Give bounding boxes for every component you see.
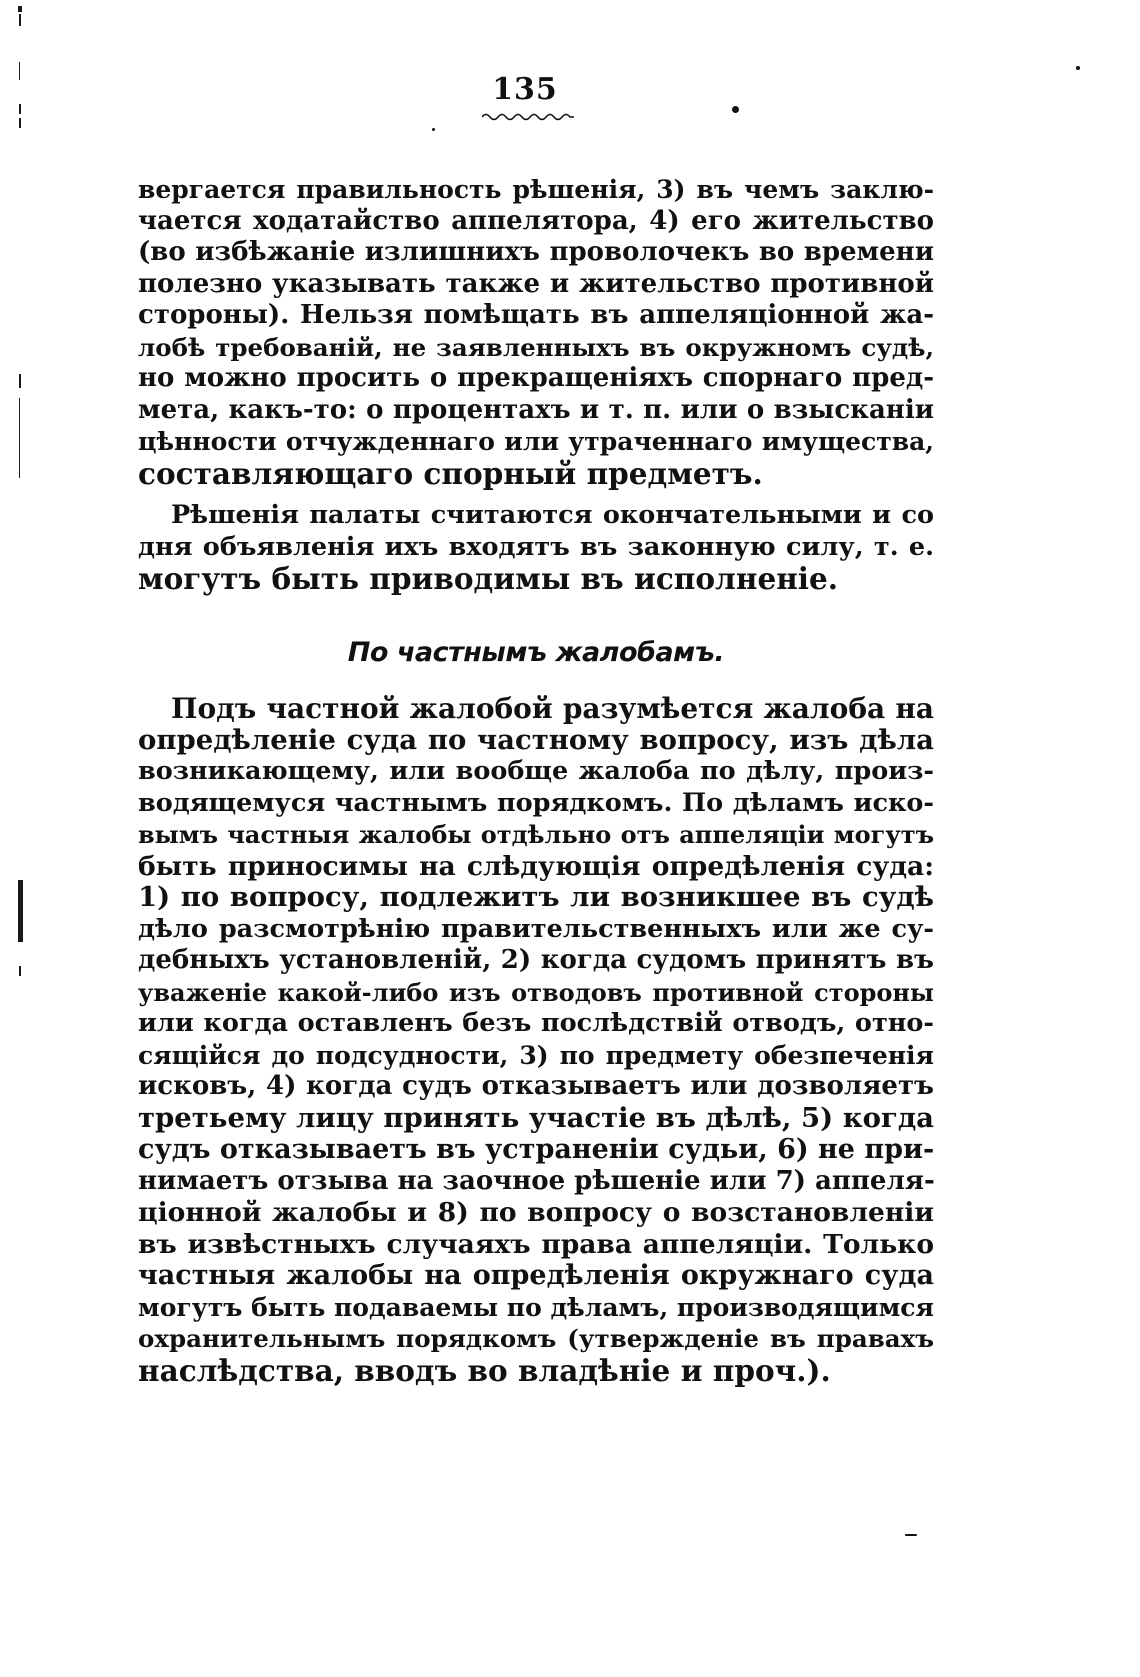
- scan-margin-mark: [18, 880, 23, 942]
- text-line: Подъ частной жалобой разумѣется жалоба на: [171, 692, 934, 725]
- paragraph-private-complaints: [138, 693, 934, 1386]
- text-line: сящійся до подсудности, 3) по предмету обезпеченія: [138, 1040, 934, 1070]
- scan-speck: [432, 128, 435, 131]
- text-line: наслѣдства, вводъ во владѣніе и проч.).: [138, 1352, 831, 1388]
- text-line: могутъ быть подаваемы по дѣламъ, производящимся: [138, 1292, 934, 1322]
- text-line: составляющаго спорный предметъ.: [138, 455, 763, 491]
- paragraph-continuation: [138, 174, 934, 489]
- text-line: быть приносимы на слѣдующія опредѣленія суда:: [138, 850, 934, 882]
- text-line: ціонной жалобы и 8) по вопросу о возстановленіи: [138, 1197, 934, 1228]
- text-line: частныя жалобы на опредѣленія окружнаго суда: [138, 1260, 934, 1291]
- text-line: вергается правильность рѣшенія, 3) въ чемъ заклю-: [138, 175, 934, 204]
- scan-speck: [905, 1534, 917, 1536]
- scan-margin-mark: [19, 14, 21, 26]
- scan-margin-mark: [19, 398, 20, 478]
- text-line: могутъ быть приводимы въ исполненіе.: [138, 561, 839, 596]
- section-heading: По частнымъ жалобамъ.: [347, 637, 725, 668]
- text-line: 1) по вопросу, подлежитъ ли возникшее въ судѣ: [138, 881, 934, 913]
- text-line: или когда оставленъ безъ послѣдствій отводъ, отно-: [138, 1008, 934, 1038]
- text-line: исковъ, 4) когда судъ отказываетъ или дозволяетъ: [138, 1071, 934, 1101]
- text-line: водящемуся частнымъ порядкомъ. По дѣламъ иско-: [138, 787, 934, 818]
- scan-margin-mark: [19, 104, 21, 114]
- text-line: дня объявленія ихъ входятъ въ законную силу, т. е.: [138, 531, 934, 562]
- text-line: (во избѣжаніе излишнихъ проволочекъ во времени: [138, 237, 934, 267]
- text-line: возникающему, или вообще жалоба по дѣлу, произ-: [138, 756, 934, 786]
- text-line: охранительнымъ порядкомъ (утвержденіе въ правахъ: [138, 1324, 934, 1353]
- text-line: третьему лицу принять участіе въ дѣлѣ, 5) когда: [138, 1101, 934, 1134]
- scan-speck: [732, 106, 739, 113]
- paragraph-decisions: [138, 500, 934, 595]
- text-line: въ извѣстныхъ случаяхъ права аппеляціи. Только: [138, 1228, 934, 1260]
- text-line: лобѣ требованій, не заявленныхъ въ окружномъ судѣ,: [138, 332, 934, 362]
- page-number-ornament: [482, 112, 574, 122]
- text-line: дѣло разсмотрѣнію правительственныхъ или же су-: [138, 913, 934, 944]
- text-line: цѣнности отчужденнаго или утраченнаго имущества,: [138, 427, 934, 456]
- scan-margin-mark: [19, 966, 21, 976]
- text-line: дебныхъ установленій, 2) когда судомъ принятъ въ: [138, 945, 934, 975]
- scan-margin-mark: [19, 374, 21, 388]
- text-line: полезно указывать также и жительство противной: [138, 268, 934, 299]
- text-line: но можно просить о прекращеніяхъ спорнаго пред-: [138, 363, 934, 393]
- text-line: опредѣленіе суда по частному вопросу, изъ дѣла: [138, 723, 934, 756]
- scan-margin-mark: [19, 118, 21, 128]
- scan-margin-mark: [19, 62, 20, 80]
- scan-speck: [1076, 66, 1080, 70]
- scan-margin-mark: [18, 6, 22, 12]
- text-line: вымъ частныя жалобы отдѣльно отъ аппеляціи могутъ: [138, 820, 934, 849]
- text-line: стороны). Нельзя помѣщать въ аппеляціонной жа-: [138, 300, 934, 330]
- page-number: 135: [492, 72, 558, 107]
- text-line: судъ отказываетъ въ устраненіи судьи, 6) не при-: [138, 1134, 935, 1165]
- text-line: нимаетъ отзыва на заочное рѣшеніе или 7) аппеля-: [138, 1165, 935, 1196]
- text-line: Рѣшенія палаты считаются окончательными и со: [171, 500, 934, 530]
- text-line: чается ходатайство аппелятора, 4) его жительство: [138, 205, 934, 236]
- text-line: уваженіе какой-либо изъ отводовъ противной стороны: [138, 977, 934, 1007]
- text-line: мета, какъ-то: о процентахъ и т. п. или о взысканіи: [138, 394, 934, 425]
